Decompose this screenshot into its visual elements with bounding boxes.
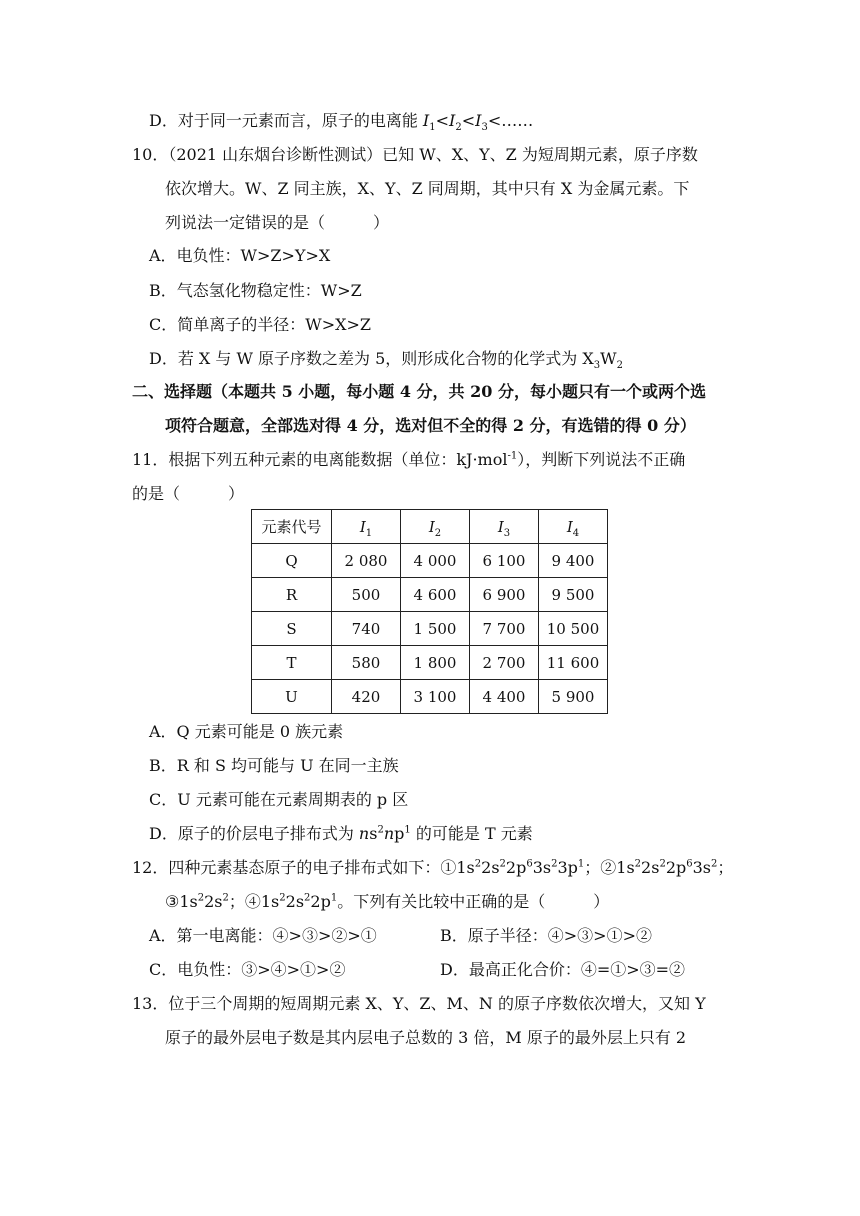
- q11-option-b: B．R 和 S 均可能与 U 在同一主族: [149, 756, 399, 775]
- q10-stem-line2: 依次增大。W、Z 同主族，X、Y、Z 同周期，其中只有 X 为金属元素。下: [165, 179, 690, 198]
- q12-option-b: B．原子半径：④>③>①>②: [440, 926, 652, 945]
- row-code: T: [252, 646, 332, 680]
- table-row: [252, 680, 608, 714]
- row-value: 4 400: [470, 680, 539, 714]
- row-code: U: [252, 680, 332, 714]
- row-value: 420: [332, 680, 401, 714]
- q13-stem-line2: 原子的最外层电子数是其内层电子总数的 3 倍，M 原子的最外层上只有 2: [165, 1028, 687, 1047]
- row-value: 9 400: [539, 544, 608, 578]
- row-value: 740: [332, 612, 401, 646]
- header-i1: $I_1$: [332, 510, 401, 544]
- row-value: 4 600: [401, 578, 470, 612]
- table-header-row: [252, 510, 608, 544]
- row-code: R: [252, 578, 332, 612]
- row-code: S: [252, 612, 332, 646]
- row-value: 6 100: [470, 544, 539, 578]
- row-value: 5 900: [539, 680, 608, 714]
- q11-option-a: A．Q 元素可能是 0 族元素: [149, 722, 344, 741]
- row-value: 10 500: [539, 612, 608, 646]
- q12-option-a: A．第一电离能：④>③>②>①: [149, 926, 377, 945]
- table-row: [252, 578, 608, 612]
- table-row: [252, 612, 608, 646]
- header-i3: $I_3$: [470, 510, 539, 544]
- q9-option-d: D．对于同一元素而言，原子的电离能 $I_1<I_2<I_3<\dots\dots$: [149, 111, 534, 134]
- q11-option-d: D．原子的价层电子排布式为 $ns^2np^1$ 的可能是 T 元素: [149, 824, 533, 843]
- row-value: 580: [332, 646, 401, 680]
- q10-stem-line3: 列说法一定错误的是（ ）: [165, 213, 390, 232]
- ionization-energy-table: [251, 509, 608, 714]
- section2-heading-line1: 二、选择题（本题共 5 小题，每小题 4 分，共 20 分，每小题只有一个或两个选: [132, 382, 706, 401]
- row-value: 2 700: [470, 646, 539, 680]
- row-value: 3 100: [401, 680, 470, 714]
- q10-stem-line1: 10．（2021 山东烟台诊断性测试）已知 W、X、Y、Z 为短周期元素，原子序数: [132, 145, 698, 164]
- header-i2: $I_2$: [401, 510, 470, 544]
- q10-option-b: B．气态氢化物稳定性：W>Z: [149, 281, 362, 300]
- q10-option-c: C．简单离子的半径：W>X>Z: [149, 315, 372, 334]
- row-value: 2 080: [332, 544, 401, 578]
- table-row: [252, 646, 608, 680]
- q10-option-a: A．电负性：W>Z>Y>X: [149, 246, 331, 265]
- row-value: 9 500: [539, 578, 608, 612]
- q12-option-c: C．电负性：③>④>①>②: [149, 960, 346, 979]
- table-row: [252, 544, 608, 578]
- q11-option-c: C．U 元素可能在元素周期表的 p 区: [149, 790, 409, 809]
- q12-stem-line1: 12．四种元素基态原子的电子排布式如下：$①1s^22s^22p^63s^23p^1$；$②1s^22s^22p^63s^2$；: [132, 858, 734, 877]
- row-value: 7 700: [470, 612, 539, 646]
- row-value: 4 000: [401, 544, 470, 578]
- q11-stem-line2: 的是（ ）: [132, 484, 245, 503]
- q13-stem-line1: 13．位于三个周期的短周期元素 X、Y、Z、M、N 的原子序数依次增大，又知 Y: [132, 994, 706, 1013]
- row-value: 1 800: [401, 646, 470, 680]
- header-i4: $I_4$: [539, 510, 608, 544]
- q11-stem-line1: 11．根据下列五种元素的电离能数据（单位：kJ·mol$^{-1}$），判断下列说法不正确: [132, 450, 686, 469]
- q10-option-d: D．若 X 与 W 原子序数之差为 5，则形成化合物的化学式为 $X_3W_2$: [149, 349, 623, 372]
- row-value: 500: [332, 578, 401, 612]
- row-code: Q: [252, 544, 332, 578]
- section2-heading-line2: 项符合题意，全部选对得 4 分，选对但不全的得 2 分，有选错的得 0 分）: [165, 416, 696, 435]
- q12-stem-line2: $③1s^22s^2$；$④1s^22s^22p^1$。下列有关比较中正确的是（ ）: [165, 892, 610, 911]
- q12-option-d: D．最高正化合价：④=①>③=②: [440, 960, 686, 979]
- row-value: 1 500: [401, 612, 470, 646]
- header-element-code: 元素代号: [252, 510, 332, 544]
- row-value: 11 600: [539, 646, 608, 680]
- row-value: 6 900: [470, 578, 539, 612]
